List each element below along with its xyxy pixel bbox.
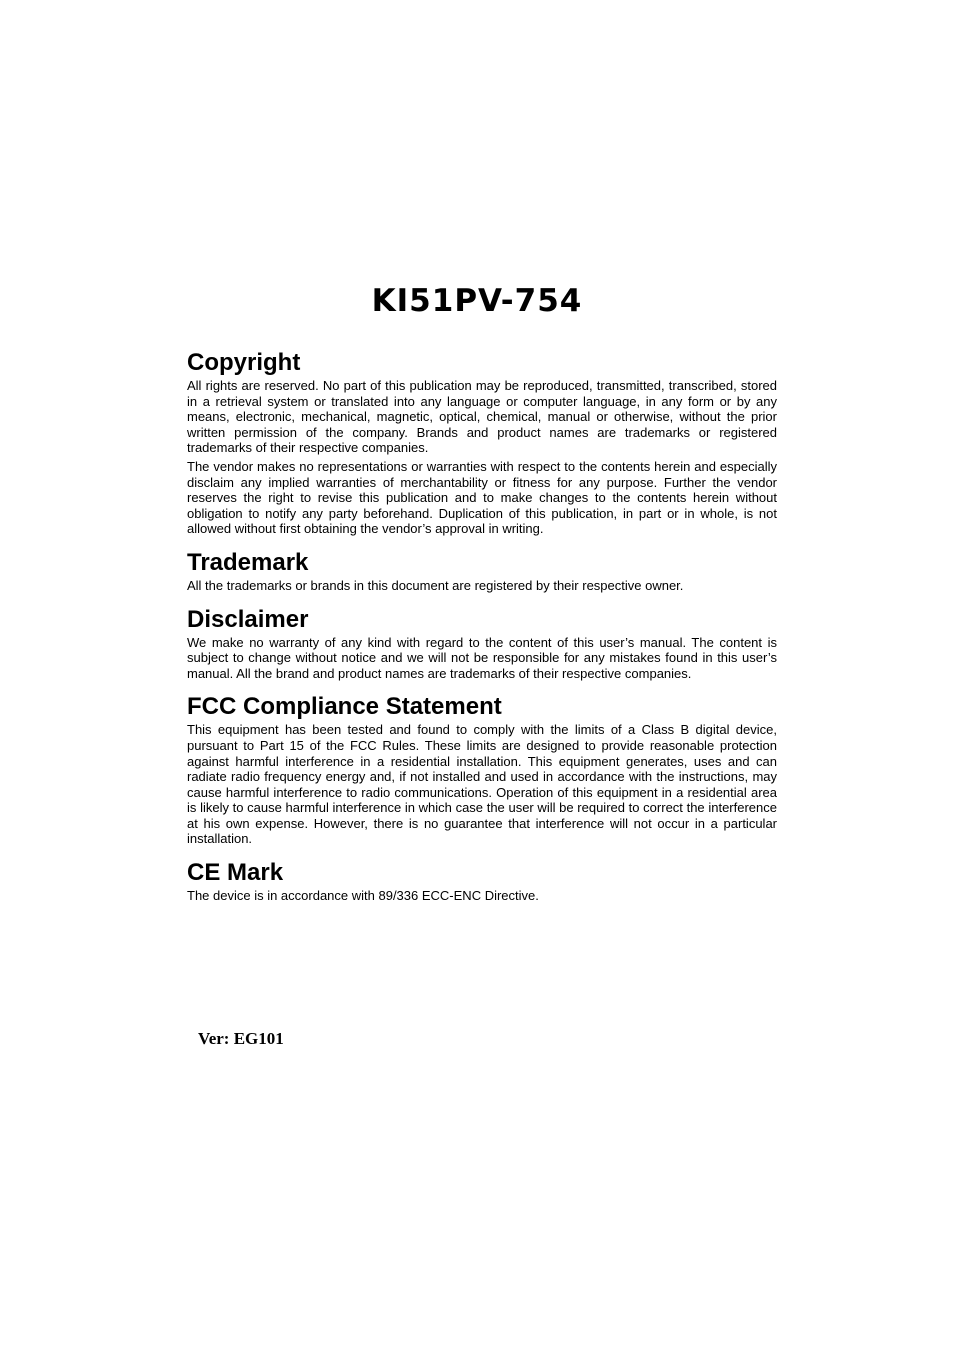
version-label: Ver: EG101 [198, 1029, 284, 1048]
section-disclaimer [187, 605, 777, 682]
page-title: KI51PV-754 [371, 283, 583, 319]
document-body [187, 348, 777, 904]
copyright-paragraph-2: The vendor makes no representations or warranties with respect to the contents herein and especially disclaim any implied warranties of merchantability or fitness for any purpose. Further the vendor reserves the right to revise this publication and to make changes to the contents herein without obligation to notify any party beforehand. Duplication of this publication, in part or in whole, is not allowed without first obtaining the vendor’s approval in writing. [187, 458, 777, 537]
ce-mark-paragraph: The device is in accordance with 89/336 ECC-ENC Directive. [187, 888, 539, 904]
section-heading-ce-mark: CE Mark [187, 859, 284, 887]
section-heading-disclaimer: Disclaimer [187, 605, 309, 633]
section-heading-trademark: Trademark [187, 548, 309, 576]
section-fcc-compliance [187, 692, 777, 847]
disclaimer-paragraph: We make no warranty of any kind with regard to the content of this user’s manual. The content is subject to change without notice and we will not be responsible for any mistakes found in this user’s manual. All the brand and product names are trademarks of their respective companies. [187, 634, 777, 681]
fcc-paragraph: This equipment has been tested and found to comply with the limits of a Class B digital device, pursuant to Part 15 of the FCC Rules. These limits are designed to provide reasonable protection against harmful interference in a residential installation. This equipment generates, uses and can radiate radio frequency energy and, if not installed and used in accordance with the instructions, may cause harmful interference to radio communications. Operation of this equipment in a residential area is likely to cause harmful interference in which case the user will be required to correct the interference at his own expense. However, there is no guarantee that interference will not occur in a particular installation. [187, 722, 777, 847]
section-copyright [187, 348, 777, 537]
section-ce-mark [187, 858, 777, 904]
section-trademark [187, 548, 777, 594]
copyright-paragraph-1: All rights are reserved. No part of this publication may be reproduced, transmitted, transcribed, stored in a retrieval system or translated into any language or computer language, in any form or by any means, electronic, mechanical, magnetic, optical, chemical, manual or otherwise, without the prior written permission of the company. Brands and product names are trademarks or registered trademarks of their respective companies. [187, 378, 777, 456]
trademark-paragraph: All the trademarks or brands in this document are registered by their respective owner. [187, 577, 684, 593]
section-heading-copyright: Copyright [187, 349, 301, 376]
section-heading-fcc-compliance: FCC Compliance Statement [187, 693, 502, 721]
